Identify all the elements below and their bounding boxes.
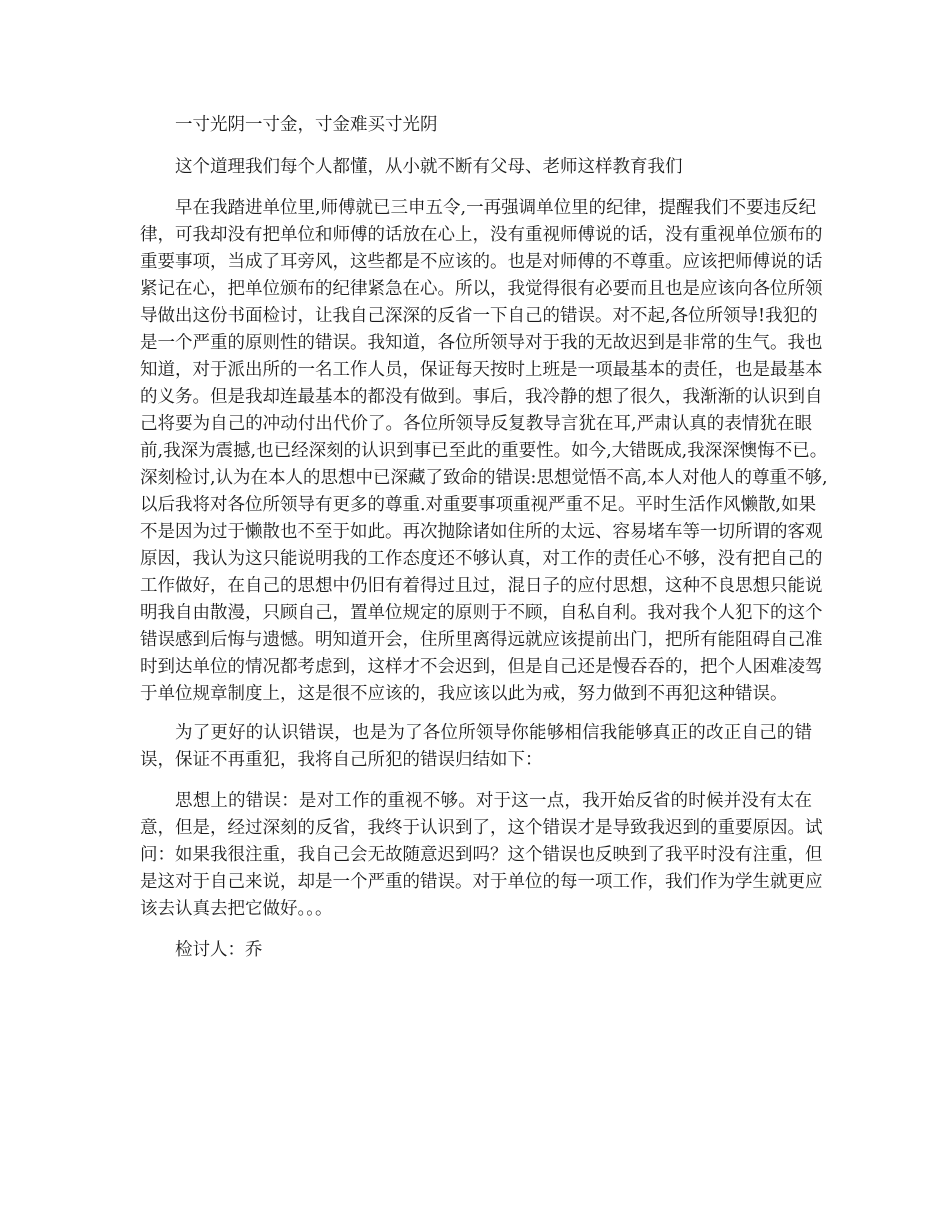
text-line: 早在我踏进单位里,师傅就已三申五令,一再强调单位里的纪律，提醒我们不要违反纪 (175, 198, 817, 218)
text-line: 误，保证不再重犯，我将自己所犯的错误归结如下： (140, 750, 543, 770)
text-line: 检讨人：乔 (175, 940, 263, 960)
text-line: 明我自由散漫，只顾自己，置单位规定的原则于不顾，自私自利。我对我个人犯下的这个 (140, 603, 823, 623)
text-line: 原因，我认为这只能说明我的工作态度还不够认真，对工作的责任心不够，没有把自己的 (140, 549, 823, 569)
text-line: 时到达单位的情况都考虑到，这样才不会迟到，但是自己还是慢吞吞的，把个人困难凌驾 (140, 657, 823, 677)
paragraph (140, 195, 828, 708)
text-line: 于单位规章制度上，这是很不应该的，我应该以此为戒，努力做到不再犯这种错误。 (140, 684, 788, 704)
text-line: 该去认真去把它做好。。。 (140, 899, 333, 919)
text-line: 不是因为过于懒散也不至于如此。再次抛除诸如住所的太远、容易堵车等一切所谓的客观 (140, 522, 823, 542)
text-line: 深刻检讨,认为在本人的思想中已深藏了致命的错误:思想觉悟不高,本人对他人的尊重不够, (140, 468, 828, 488)
text-line: 重要事项，当成了耳旁风，这些都是不应该的。也是对师傅的不尊重。应该把师傅说的话 (140, 252, 823, 272)
text-line: 工作做好，在自己的思想中仍旧有着得过且过，混日子的应付思想，这种不良思想只能说 (140, 576, 823, 596)
text-line: 是这对于自己来说，却是一个严重的错误。对于单位的每一项工作，我们作为学生就更应 (140, 872, 823, 892)
text-line: 这个道理我们每个人都懂，从小就不断有父母、老师这样教育我们 (175, 157, 683, 177)
paragraph (140, 720, 812, 774)
text-line: 意，但是，经过深刻的反省，我终于认识到了，这个错误才是导致我迟到的重要原因。试 (140, 818, 823, 838)
text-line: 以后我将对各位所领导有更多的尊重.对重要事项重视严重不足。平时生活作风懒散,如果 (140, 495, 817, 515)
text-line: 紧记在心，把单位颁布的纪律紧急在心。所以，我觉得很有必要而且也是应该向各位所领 (140, 279, 823, 299)
text-line: 是一个严重的原则性的错误。我知道，各位所领导对于我的无故迟到是非常的生气。我也 (140, 333, 823, 353)
text-line: 己将要为自己的冲动付出代价了。各位所领导反复教导言犹在耳,严肃认真的表情犹在眼 (140, 414, 812, 434)
text-line: 错误感到后悔与遗憾。明知道开会，住所里离得远就应该提前出门，把所有能阻碍自己准 (140, 630, 823, 650)
text-line: 导做出这份书面检讨，让我自己深深的反省一下自己的错误。对不起,各位所领导!我犯的 (140, 306, 818, 326)
signature-paragraph (140, 937, 812, 964)
paragraph (140, 788, 823, 923)
text-line: 律，可我却没有把单位和师傅的话放在心上，没有重视师傅说的话，没有重视单位颁布的 (140, 225, 823, 245)
text-line: 的义务。但是我却连最基本的都没有做到。事后，我冷静的想了很久，我渐渐的认识到自 (140, 387, 823, 407)
paragraph (140, 112, 812, 139)
text-line: 一寸光阴一寸金，寸金难买寸光阴 (175, 115, 438, 135)
text-line: 思想上的错误：是对工作的重视不够。对于这一点，我开始反省的时候并没有太在 (175, 791, 812, 811)
text-line: 为了更好的认识错误，也是为了各位所领导你能够相信我能够真正的改正自己的错 (175, 723, 812, 743)
paragraph (140, 154, 812, 181)
text-line: 问：如果我很注重，我自己会无故随意迟到吗？这个错误也反映到了我平时没有注重，但 (140, 845, 823, 865)
text-line: 知道，对于派出所的一名工作人员，保证每天按时上班是一项最基本的责任，也是最基本 (140, 360, 823, 380)
text-line: 前,我深为震撼,也已经深刻的认识到事已至此的重要性。如今,大错既成,我深深懊悔不已。 (140, 441, 828, 461)
